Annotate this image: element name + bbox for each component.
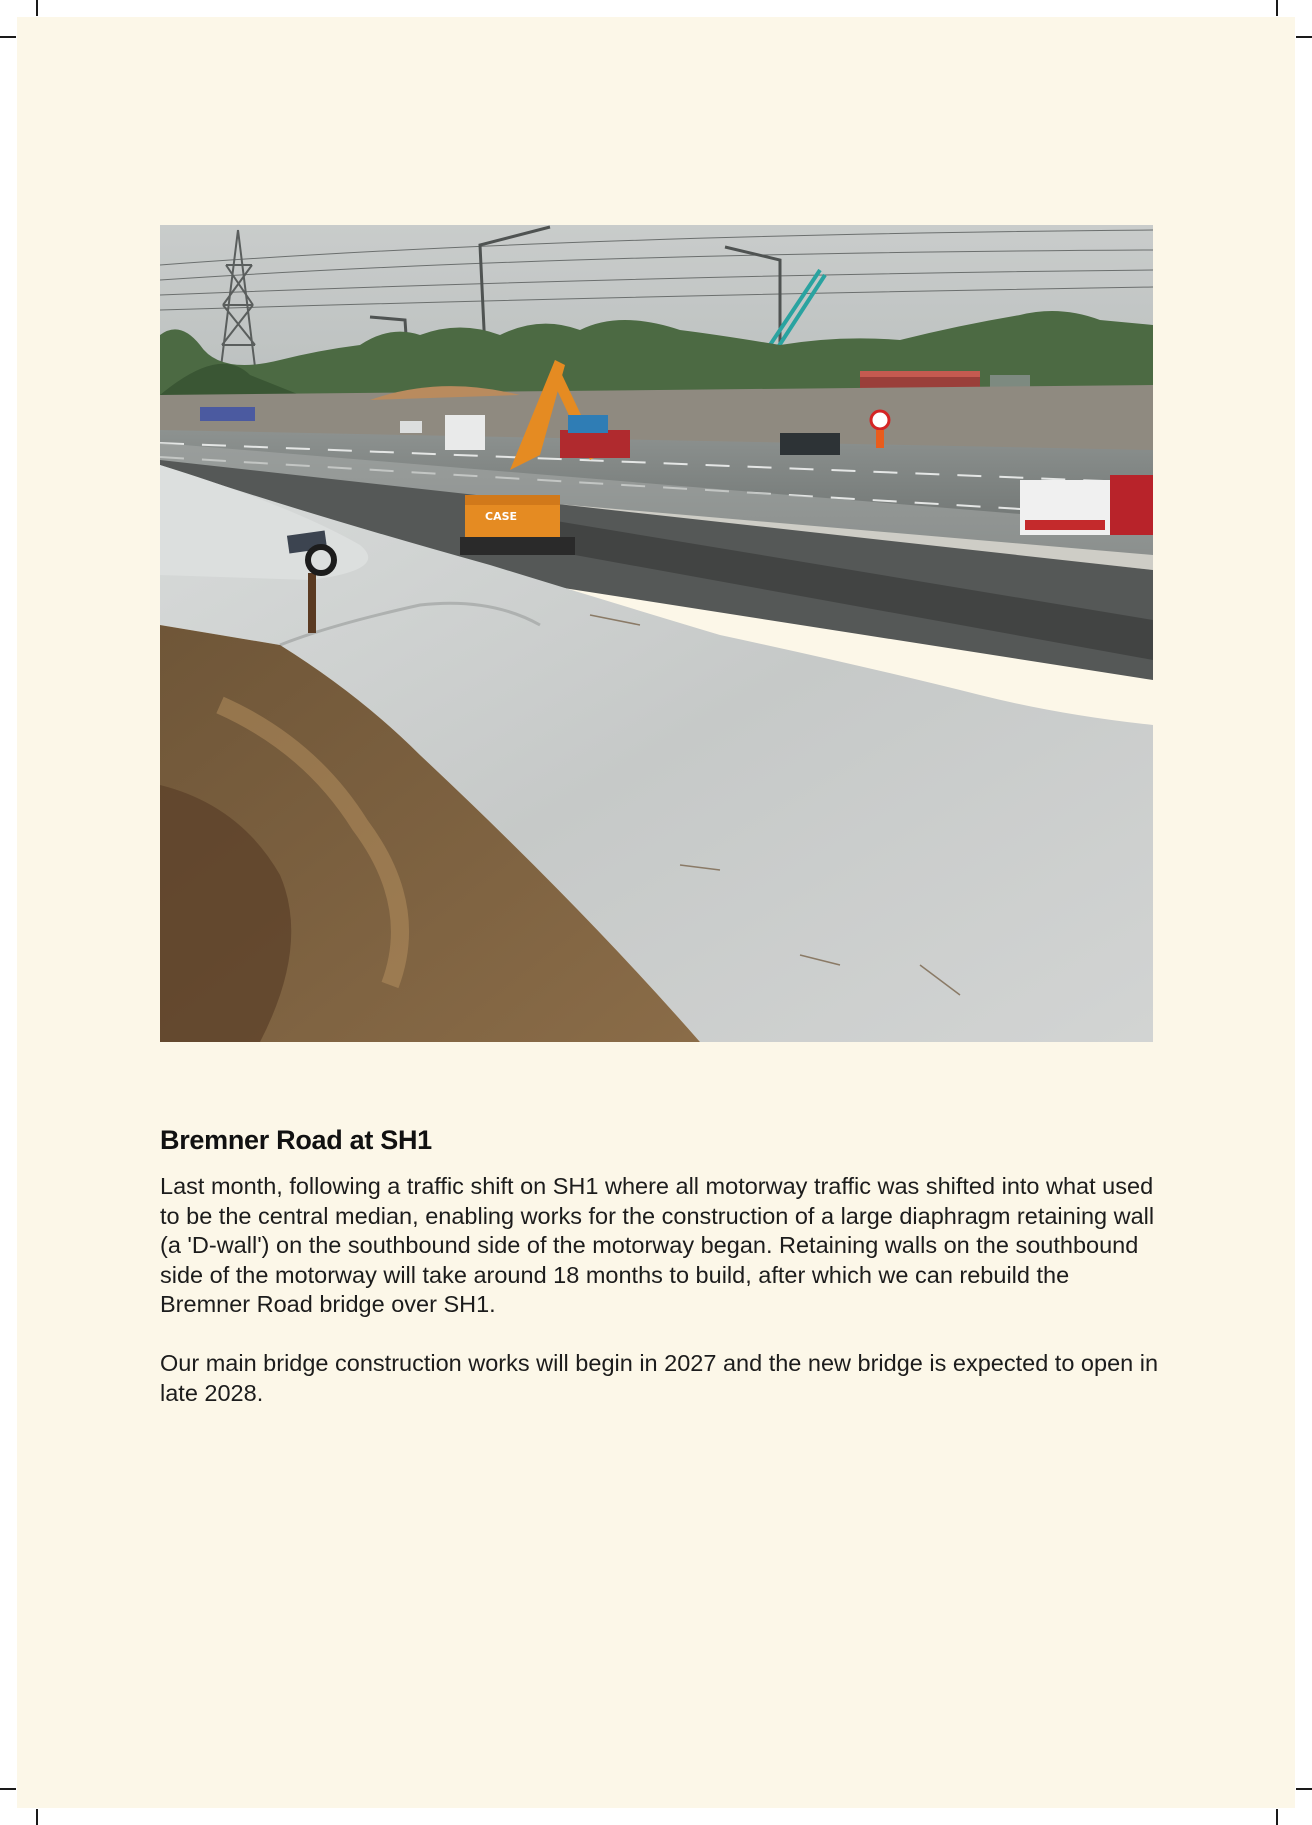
crop-mark-bottom-left-v — [36, 1809, 38, 1825]
excavator-label: CASE — [485, 510, 518, 523]
article-paragraph-1: Last month, following a traffic shift on SH1 where all motorway traffic was shifted into what used to be the central median, enabling works for the construction of a large diaphragm retaining wall (a 'D-wall') on the southbound side of the motorway began. Retaining walls on the southbound side of the motorway will take around 18 months to build, after which we can rebuild the Bremner Road bridge over SH1. — [160, 1173, 1155, 1317]
crop-mark-top-right-h — [1296, 36, 1312, 38]
crop-mark-bottom-right-v — [1276, 1809, 1278, 1825]
construction-photo — [160, 225, 1153, 1042]
crop-mark-bottom-right-h — [1296, 1788, 1312, 1790]
article-heading: Bremner Road at SH1 — [160, 1125, 432, 1155]
construction-scene-illustration — [160, 225, 1153, 1042]
article-paragraph-2: Our main bridge construction works will begin in 2027 and the new bridge is expected to open in late 2028. — [160, 1350, 1159, 1406]
crop-mark-top-left-v — [36, 0, 38, 16]
crop-mark-top-right-v — [1276, 0, 1278, 16]
crop-mark-bottom-left-h — [0, 1788, 16, 1790]
crop-mark-top-left-h — [0, 36, 16, 38]
